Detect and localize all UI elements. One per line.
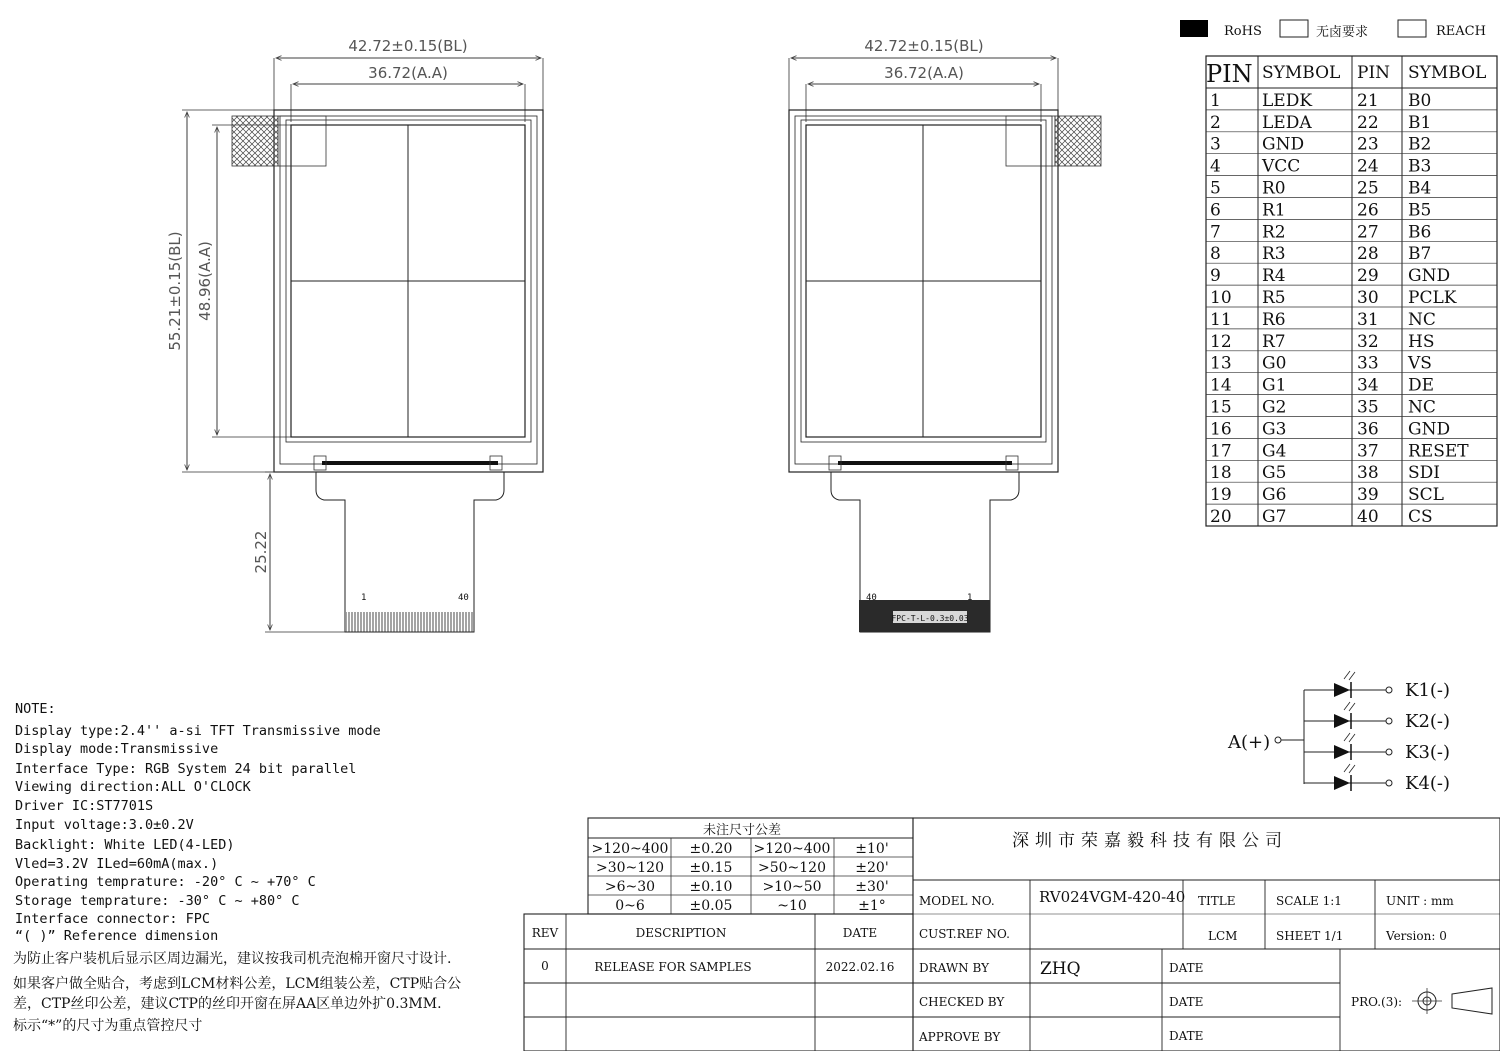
checked-by-label: CHECKED BY [919,995,1005,1009]
description-value: RELEASE FOR SAMPLES [594,960,752,974]
pin-number: 4 [1210,156,1221,177]
pin-number: 31 [1357,309,1379,330]
front-fpc-pin-last: 40 [458,593,469,603]
pin-number: 17 [1210,441,1232,462]
tolerance-cell: >120~400 [753,841,831,857]
date-value: 2022.02.16 [825,960,895,974]
model-value: RV024VGM-420-40 [1039,888,1186,906]
tolerance-cell: 0~6 [615,898,645,914]
pin-symbol: R6 [1262,309,1286,330]
model-label: MODEL NO. [919,894,995,908]
tolerance-cell: ±20' [855,860,889,876]
approve-date-label: DATE [1169,1029,1204,1043]
pin-number: 16 [1210,419,1232,440]
pin-number: 27 [1357,222,1379,243]
pin-symbol: R0 [1262,178,1286,199]
pin-number: 3 [1210,134,1221,155]
pin-number: 18 [1210,463,1232,484]
sheet-label: SHEET 1/1 [1276,929,1344,943]
cn-note-line: 如果客户做全贴合，考虑到LCM材料公差，LCM组装公差，CTP贴合公 [13,976,462,992]
pin-number: 21 [1357,90,1379,111]
led-diode-row [1304,702,1450,732]
drawn-by-value: ZHQ [1040,959,1081,979]
title-label: TITLE [1198,894,1236,908]
tolerance-title: 未注尺寸公差 [702,823,782,838]
note-line: Interface connector: FPC [15,911,211,927]
title-value: LCM [1208,929,1238,943]
front-aa-height-label: 48.96(A.A) [196,241,214,321]
pin-number: 9 [1210,266,1221,287]
pin-number: 36 [1357,419,1379,440]
tolerance-cell: ~10 [777,898,807,914]
pin-symbol: B2 [1408,134,1432,155]
led-icon [1334,714,1350,728]
pin-symbol: RESET [1408,441,1469,462]
pin-number: 11 [1210,309,1232,330]
tolerance-cell: >10~50 [762,879,822,895]
note-line: Interface Type: RGB System 24 bit parallel [15,761,357,777]
back-view [789,37,1101,632]
pin-number: 6 [1210,200,1221,221]
pin-symbol: G4 [1262,441,1287,462]
pin-number: 22 [1357,112,1379,133]
front-aa-width-label: 36.72(A.A) [368,64,448,82]
cust-ref-label: CUST.REF NO. [919,927,1010,941]
pin-number: 30 [1357,288,1379,308]
tolerance-cell: >6~30 [604,879,656,895]
pin-symbol: HS [1408,331,1435,352]
note-line: Driver IC:ST7701S [15,798,154,814]
pin-symbol: G5 [1262,463,1287,484]
projection-symbol-icon [1412,988,1492,1014]
checked-date-label: DATE [1169,995,1204,1009]
tolerance-cell: ±0.10 [689,879,733,895]
pin-header-2: PIN [1357,63,1391,83]
note-line: Display type:2.4'' a-si TFT Transmissive mode [15,723,381,739]
pin-number: 19 [1210,485,1232,506]
pin-symbol: DE [1408,375,1435,396]
led-diode-row [1304,764,1450,794]
tolerance-cell: >50~120 [758,860,826,876]
back-fpc-pin-last: 1 [967,593,973,603]
pin-symbol: B5 [1408,200,1432,221]
pin-symbol: SDI [1408,463,1440,484]
cathode-label: K3(-) [1405,742,1451,763]
pin-number: 33 [1357,353,1379,374]
pin-symbol: CS [1408,507,1433,527]
note-line: Vled=3.2V ILed=60mA(max.) [15,856,219,872]
pin-number: 40 [1357,507,1379,527]
compliance-legend [1180,20,1486,40]
note-line: Operating temprature: -20° C ~ +70° C [15,874,316,890]
front-view [166,37,543,632]
pin-symbol: LEDA [1262,112,1312,133]
pin-symbol: PCLK [1408,288,1457,308]
symbol-header-2: SYMBOL [1408,63,1487,83]
rev-header: REV [531,926,559,940]
note-line: NOTE: [15,701,56,717]
version-label: Version: 0 [1386,929,1447,943]
unit-label: UNIT : mm [1386,894,1454,908]
front-bl-height-label: 55.21±0.15(BL) [166,231,184,351]
pin-number: 39 [1357,485,1379,506]
pin-symbol: R4 [1262,266,1286,287]
approve-by-label: APPROVE BY [919,1030,1001,1044]
pin-symbol: G1 [1262,375,1287,396]
pin-symbol: LEDK [1262,90,1313,111]
pin-number: 14 [1210,375,1232,396]
note-line: Viewing direction:ALL O'CLOCK [15,779,251,795]
fpc-length-label: 25.22 [252,530,270,574]
led-diode-row [1304,733,1450,763]
pin-symbol: G2 [1262,397,1287,418]
pin-number: 37 [1357,441,1379,462]
tolerance-cell: >120~400 [591,841,669,857]
pin-number: 5 [1210,178,1221,199]
symbol-header-1: SYMBOL [1262,63,1341,83]
pin-number: 10 [1210,288,1232,308]
pin-symbol: G6 [1262,485,1287,506]
pin-number: 12 [1210,331,1232,352]
pin-symbol: GND [1408,419,1451,440]
anode-label: A(+) [1228,732,1271,753]
pin-symbol: R5 [1262,288,1286,308]
led-circuit [1227,671,1450,794]
pin-number: 32 [1357,331,1379,352]
note-line: Input voltage:3.0±0.2V [15,817,194,833]
drawn-date-label: DATE [1169,961,1204,975]
pin-symbol: NC [1408,309,1436,330]
pin-number: 13 [1210,353,1232,374]
drawn-by-label: DRAWN BY [919,961,990,975]
note-line: Display mode:Transmissive [15,741,219,757]
led-icon [1334,776,1350,790]
title-block [524,818,1500,1051]
pin-number: 25 [1357,178,1379,199]
cn-note-line: 标示“*”的尺寸为重点管控尺寸 [13,1018,203,1034]
pin-symbol: GND [1262,134,1305,155]
cathode-label: K1(-) [1405,680,1451,701]
note-line: “( )” Reference dimension [15,928,219,944]
reach-label: REACH [1436,24,1486,39]
pin-number: 2 [1210,112,1221,133]
pin-number: 26 [1357,200,1379,221]
pin-symbol: R3 [1262,244,1286,265]
description-header: DESCRIPTION [635,926,727,940]
tolerance-table [588,818,913,914]
tolerance-cell: >30~120 [596,860,664,876]
pin-symbol: G3 [1262,419,1287,440]
tolerance-cell: ±0.05 [689,898,733,914]
pin-symbol: VCC [1262,156,1301,177]
rev-value: 0 [541,959,549,973]
pin-symbol: VS [1408,353,1432,374]
pin-number: 8 [1210,244,1221,265]
pin-symbol: R1 [1262,200,1286,221]
cn-note-line: 为防止客户装机后显示区周边漏光，建议按我司机壳泡棉开窗尺寸设计. [13,951,452,967]
pin-number: 1 [1210,90,1221,111]
scale-label: SCALE 1:1 [1276,894,1342,908]
led-icon [1334,745,1350,759]
pin-number: 35 [1357,397,1379,418]
pin-number: 34 [1357,375,1379,396]
pin-symbol: B4 [1408,178,1432,199]
pin-symbol: G0 [1262,353,1287,374]
halogen-free-label: 无卤要求 [1316,25,1369,40]
tolerance-cell: ±1° [858,898,886,914]
back-bl-width-label: 42.72±0.15(BL) [864,37,984,55]
front-bl-width-label: 42.72±0.15(BL) [348,37,468,55]
reach-box [1398,20,1426,37]
pin-symbol: NC [1408,397,1436,418]
chinese-notes [13,950,461,1034]
pin-number: 23 [1357,134,1379,155]
fpc-part-label: FPC-T-L-0.3±0.03 [891,614,969,623]
date-header: DATE [842,926,878,940]
pin-symbol: SCL [1408,485,1444,506]
led-diode-row [1304,671,1450,701]
tolerance-cell: ±0.15 [689,860,733,876]
pin-symbol: B6 [1408,222,1432,243]
pin-symbol: B3 [1408,156,1432,177]
tolerance-cell: ±30' [855,879,889,895]
pin-number: 38 [1357,463,1379,484]
pin-header-1: PIN [1206,60,1253,88]
tolerance-cell: ±0.20 [689,841,733,857]
pin-number: 24 [1357,156,1379,177]
pin-symbol: GND [1408,266,1451,287]
company-name: 深圳市荣嘉毅科技有限公司 [1012,831,1288,851]
rohs-box [1180,20,1208,37]
halogen-free-box [1280,20,1308,37]
tolerance-cell: ±10' [855,841,889,857]
note-line: Storage temprature: -30° C ~ +80° C [15,893,300,909]
led-icon [1334,683,1350,697]
pin-number: 29 [1357,266,1379,287]
pin-symbol: R7 [1262,331,1286,352]
pin-number: 7 [1210,222,1221,243]
pin-symbol: R2 [1262,222,1286,243]
rohs-label: RoHS [1224,24,1262,39]
back-fpc-pin-first: 40 [866,593,877,603]
pin-number: 15 [1210,397,1232,418]
pin-number: 20 [1210,507,1232,527]
pin-symbol: G7 [1262,507,1287,527]
pin-symbol: B1 [1408,112,1432,133]
note-line: Backlight: White LED(4-LED) [15,837,235,853]
cathode-label: K4(-) [1405,773,1451,794]
front-fpc-pin-first: 1 [361,593,367,603]
back-aa-width-label: 36.72(A.A) [884,64,964,82]
projection-label: PRO.(3): [1351,995,1403,1009]
pin-table [1206,56,1497,527]
pin-symbol: B7 [1408,244,1432,265]
cn-note-line: 差，CTP丝印公差，建议CTP的丝印开窗在屏AA区单边外扩0.3MM. [13,996,442,1012]
pin-symbol: B0 [1408,90,1432,111]
cathode-label: K2(-) [1405,711,1451,732]
pin-number: 28 [1357,244,1379,265]
notes [15,701,381,944]
